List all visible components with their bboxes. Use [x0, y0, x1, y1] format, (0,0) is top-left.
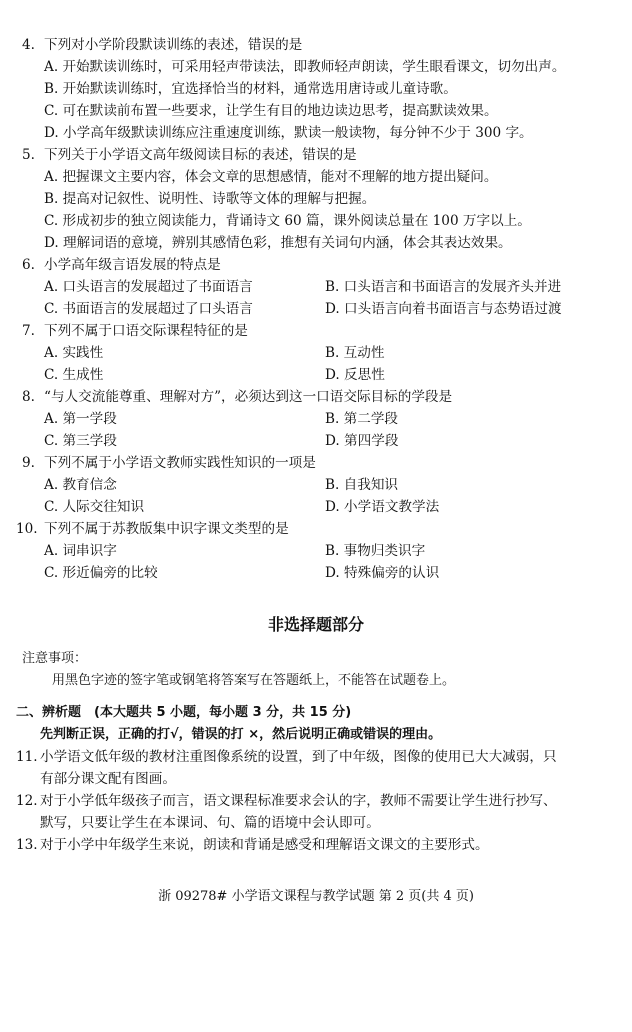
option-a: A. 第一学段 — [44, 411, 117, 427]
question-number: 4. — [22, 37, 35, 53]
option-b: B. 互动性 — [325, 345, 385, 361]
question-stem: 下列对小学阶段默读训练的表述，错误的是 — [44, 37, 303, 53]
notice-text: 用黑色字迹的签字笔或钢笔将答案写在答题纸上，不能答在试题卷上。 — [52, 673, 456, 688]
option-b: B. 提高对记叙性、说明性、诗歌等文体的理解与把握。 — [44, 191, 376, 207]
option-b: B. 自我知识 — [325, 477, 399, 493]
question-number: 9. — [22, 455, 35, 471]
page-footer: 浙 09278# 小学语文课程与教学试题 第 2 页(共 4 页) — [158, 889, 474, 904]
option-b: B. 开始默读训练时，宜选择恰当的材料，通常选用唐诗或儿童诗歌。 — [44, 81, 457, 97]
question-number: 6. — [22, 257, 35, 273]
option-a: A. 把握课文主要内容，体会文章的思想感情，能对不理解的地方提出疑问。 — [44, 169, 498, 185]
question-number: 12. — [16, 793, 38, 809]
question-number: 8. — [22, 389, 35, 405]
question-text-line: 对于小学中年级学生来说，朗读和背诵是感受和理解语文课文的主要形式。 — [40, 837, 489, 853]
question-stem: 下列不属于苏教版集中识字课文类型的是 — [44, 521, 289, 537]
option-d: D. 第四学段 — [325, 433, 399, 449]
option-d: D. 小学高年级默读训练应注重速度训练，默读一般读物，每分钟不少于 300 字。 — [44, 125, 533, 141]
question-7 — [0, 320, 632, 386]
option-a: A. 词串识字 — [44, 543, 117, 559]
question-4 — [0, 34, 632, 144]
option-c: C. 书面语言的发展超过了口头语言 — [44, 301, 253, 317]
question-number: 10. — [16, 521, 38, 537]
question-stem: “与人交流能尊重、理解对方”，必须达到这一口语交际目标的学段是 — [44, 389, 453, 405]
question-13 — [0, 834, 632, 856]
question-5 — [0, 144, 632, 254]
option-b: B. 第二学段 — [325, 411, 399, 427]
option-d: D. 小学语文教学法 — [325, 499, 440, 515]
question-text-line: 对于小学低年级孩子而言，语文课程标准要求会认的字，教师不需要让学生进行抄写、 — [40, 793, 557, 809]
option-a: A. 实践性 — [44, 345, 104, 361]
question-stem: 小学高年级言语发展的特点是 — [44, 257, 221, 273]
option-c: C. 可在默读前布置一些要求，让学生有目的地边读边思考，提高默读效果。 — [44, 103, 498, 119]
option-d: D. 理解词语的意境，辨别其感情色彩，推想有关词句内涵，体会其表达效果。 — [44, 235, 512, 251]
question-6 — [0, 254, 632, 320]
option-b: B. 口头语言和书面语言的发展齐头并进 — [325, 279, 562, 295]
option-a: A. 教育信念 — [44, 477, 117, 493]
part-title: 二、辨析题 (本大题共 5 小题，每小题 3 分，共 15 分) — [16, 705, 352, 720]
question-12 — [0, 790, 632, 834]
option-c: C. 形成初步的独立阅读能力，背诵诗文 60 篇，课外阅读总量在 100 万字以上。 — [44, 213, 531, 229]
question-8 — [0, 386, 632, 452]
notice-label: 注意事项： — [22, 651, 88, 666]
option-d: D. 反思性 — [325, 367, 385, 383]
question-10 — [0, 518, 632, 584]
question-text-line: 小学语文低年级的教材注重图像系统的设置，到了中年级，图像的使用已大大减弱，只 — [40, 749, 557, 765]
question-number: 13. — [16, 837, 38, 853]
option-c: C. 形近偏旁的比较 — [44, 565, 158, 581]
question-11 — [0, 746, 632, 790]
question-text-line: 默写，只要让学生在本课词、句、篇的语境中会认即可。 — [40, 815, 380, 831]
option-c: C. 人际交往知识 — [44, 499, 145, 515]
section-title: 非选择题部分 — [267, 615, 364, 634]
option-b: B. 事物归类识字 — [325, 543, 426, 559]
option-c: C. 生成性 — [44, 367, 104, 383]
option-a: A. 开始默读训练时，可采用轻声带读法，即教师轻声朗读，学生眼看课文，切勿出声。 — [44, 59, 566, 75]
exam-page — [0, 34, 632, 856]
option-a: A. 口头语言的发展超过了书面语言 — [44, 279, 253, 295]
part-instruction: 先判断正误，正确的打√，错误的打 ×，然后说明正确或错误的理由。 — [40, 727, 442, 742]
question-number: 5. — [22, 147, 35, 163]
option-c: C. 第三学段 — [44, 433, 117, 449]
question-number: 7. — [22, 323, 35, 339]
option-d: D. 特殊偏旁的认识 — [325, 565, 440, 581]
question-stem: 下列关于小学语文高年级阅读目标的表述，错误的是 — [44, 147, 357, 163]
question-number: 11. — [16, 749, 38, 765]
question-stem: 下列不属于口语交际课程特征的是 — [44, 323, 248, 339]
question-9 — [0, 452, 632, 518]
question-text-line: 有部分课文配有图画。 — [40, 771, 176, 787]
question-stem: 下列不属于小学语文教师实践性知识的一项是 — [44, 455, 316, 471]
option-d: D. 口头语言向着书面语言与态势语过渡 — [325, 301, 562, 317]
